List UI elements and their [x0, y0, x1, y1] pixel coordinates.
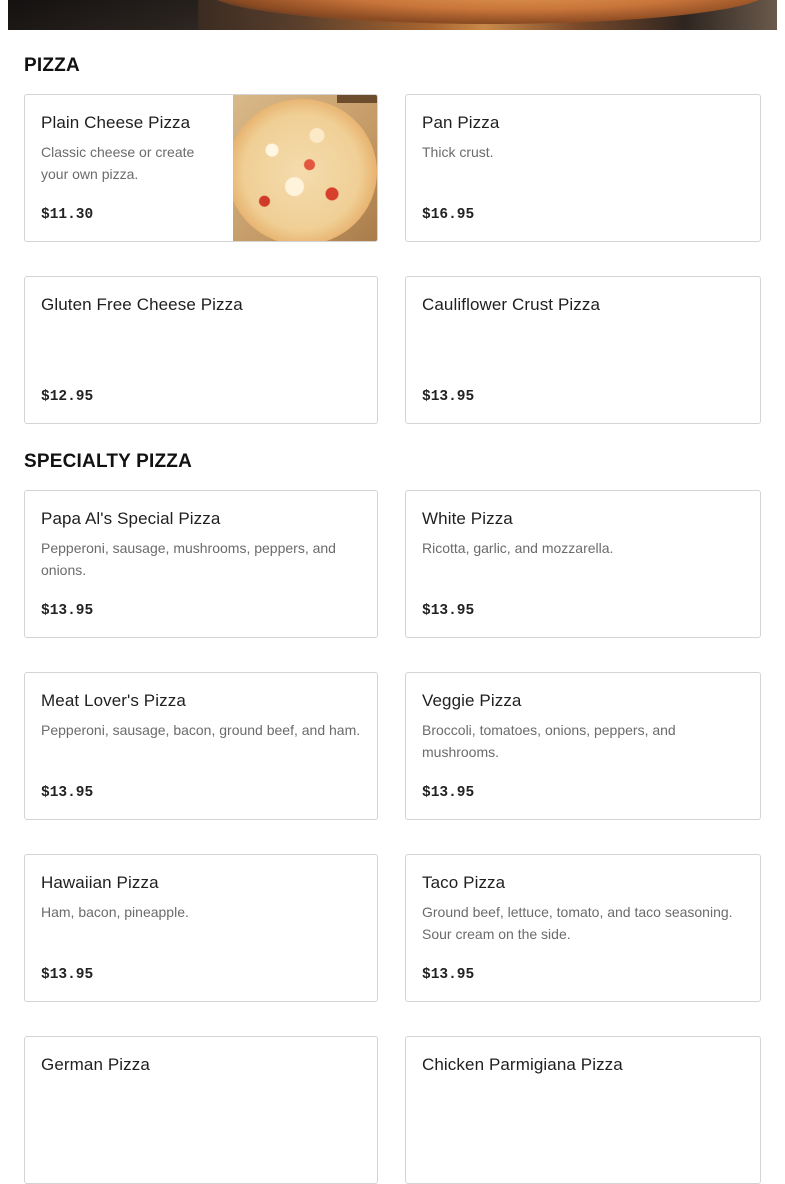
cheese-pizza-photo — [233, 95, 377, 241]
menu-item-description: Broccoli, tomatoes, onions, peppers, and mushrooms. — [422, 722, 676, 760]
menu-item-card[interactable] — [405, 94, 761, 242]
menu-item-card[interactable] — [405, 672, 761, 820]
menu-item-name: White Pizza — [422, 509, 513, 528]
menu-item-card[interactable] — [24, 672, 378, 820]
menu-item-name: Plain Cheese Pizza — [41, 113, 191, 132]
menu-item-name: Chicken Parmigiana Pizza — [422, 1055, 623, 1074]
menu-item-card[interactable] — [24, 1036, 378, 1184]
menu-item-name: Papa Al's Special Pizza — [41, 509, 221, 528]
hero-image — [8, 0, 777, 30]
menu-item-name: Pan Pizza — [422, 113, 500, 132]
menu-item-card[interactable] — [405, 854, 761, 1002]
menu-item-description: Pepperoni, sausage, mushrooms, peppers, and onions. — [41, 540, 336, 578]
menu-item-name: German Pizza — [41, 1055, 150, 1074]
menu-item-description: Thick crust. — [422, 144, 494, 160]
menu-item-name: Gluten Free Cheese Pizza — [41, 295, 243, 314]
menu-item-price: $12.95 — [41, 389, 94, 405]
menu-item-price: $16.95 — [422, 207, 475, 223]
menu-item-card[interactable] — [24, 854, 378, 1002]
menu-item-description: Ham, bacon, pineapple. — [41, 904, 189, 920]
menu-item-price: $13.95 — [41, 967, 94, 983]
section-title-specialty-pizza: SPECIALTY PIZZA — [24, 451, 193, 472]
menu-item-name: Cauliflower Crust Pizza — [422, 295, 601, 314]
pizza-pie — [233, 99, 377, 241]
menu-item-name: Hawaiian Pizza — [41, 873, 159, 892]
menu-item-price: $13.95 — [41, 603, 94, 619]
menu-item-price: $13.95 — [41, 785, 94, 801]
menu-item-description: Classic cheese or create your own pizza. — [41, 144, 195, 182]
hero-pizza-crust — [208, 0, 768, 24]
menu-item-name: Meat Lover's Pizza — [41, 691, 186, 710]
menu-item-description: Ground beef, lettuce, tomato, and taco seasoning. Sour cream on the side. — [422, 904, 733, 942]
menu-item-description: Pepperoni, sausage, bacon, ground beef, and ham. — [41, 722, 361, 738]
menu-item-card[interactable] — [24, 490, 378, 638]
menu-item-card[interactable] — [405, 1036, 761, 1184]
menu-item-price: $11.30 — [41, 207, 94, 223]
menu-item-card[interactable] — [405, 276, 761, 424]
menu-item-name: Veggie Pizza — [422, 691, 522, 710]
menu-item-card[interactable] — [24, 276, 378, 424]
menu-item-description: Ricotta, garlic, and mozzarella. — [422, 540, 614, 556]
menu-item-price: $13.95 — [422, 603, 475, 619]
menu-item-price: $13.95 — [422, 967, 475, 983]
menu-item-price: $13.95 — [422, 389, 475, 405]
menu-item-name: Taco Pizza — [422, 873, 506, 892]
pizza-box-lid — [337, 95, 377, 103]
menu-item-card[interactable] — [405, 490, 761, 638]
section-title-pizza: PIZZA — [24, 55, 80, 76]
menu-item-price: $13.95 — [422, 785, 475, 801]
hero-image-shadow — [8, 0, 198, 30]
menu-item-card[interactable] — [24, 94, 378, 242]
